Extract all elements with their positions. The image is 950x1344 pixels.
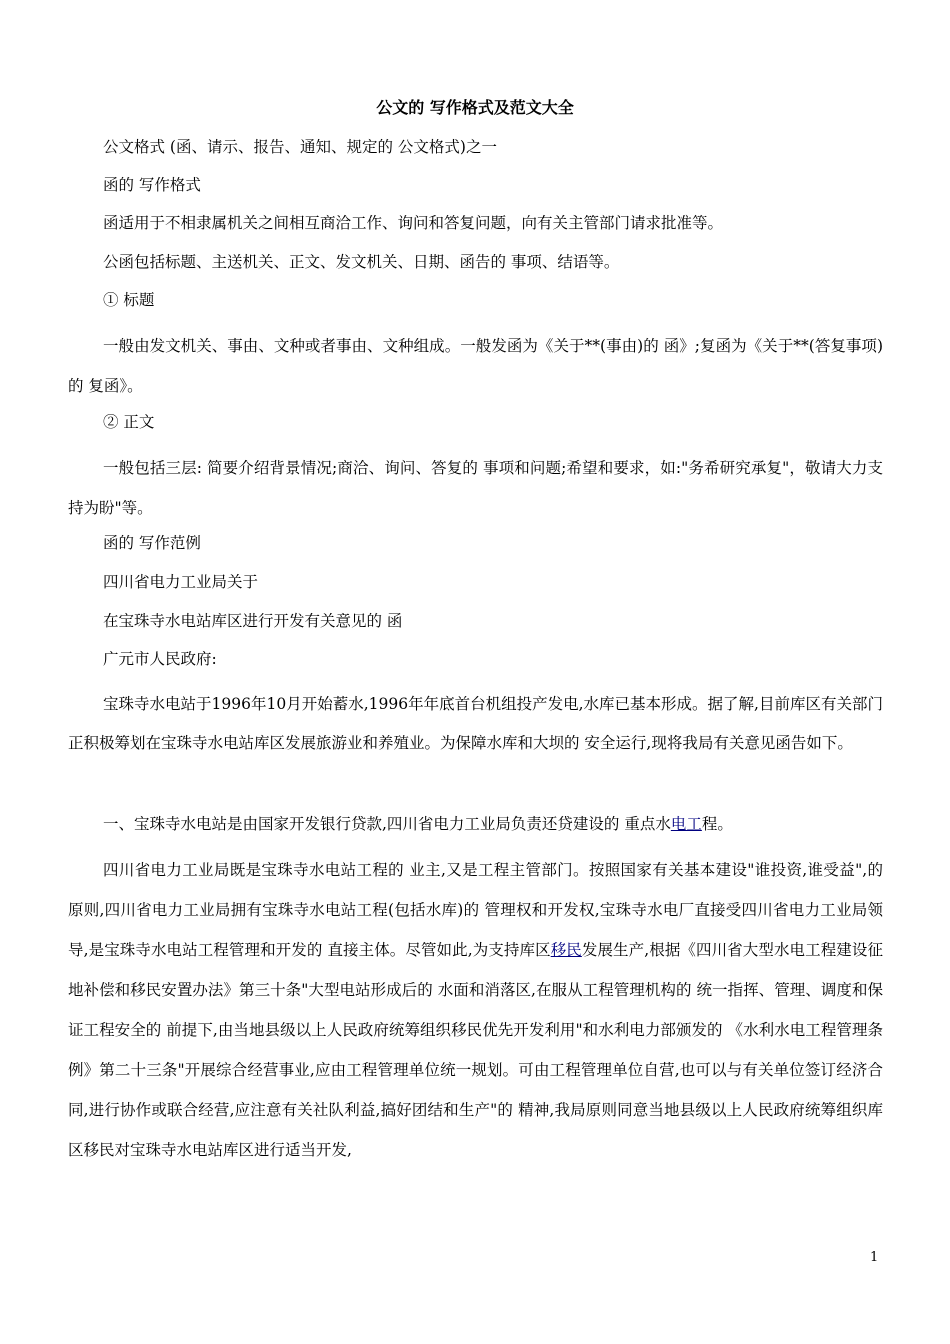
point-one-text-end: 程。 <box>701 815 733 833</box>
link-electric-engineering[interactable]: 电工 <box>670 815 702 833</box>
example-paragraph-point-one <box>103 812 883 836</box>
heading-letter-example: 函的 写作范例 <box>103 534 201 552</box>
paragraph-letter-scope: 函适用于不相隶属机关之间相互商洽工作、询问和答复问题，向有关主管部门请求批准等。 <box>103 214 724 232</box>
example-paragraph-ownership <box>68 850 883 1170</box>
heading-body-section: ② 正文 <box>103 413 155 431</box>
paragraph-format-intro: 公文格式 (函、请示、报告、通知、规定的 公文格式)之一 <box>103 138 497 156</box>
point-one-text-start: 一、宝珠寺水电站是由国家开发银行贷款,四川省电力工业局负责还贷建设的 重点水 <box>103 815 671 833</box>
paragraph-body-rule: 一般包括三层: 简要介绍背景情况;商洽、询问、答复的 事项和问题;希望和要求，如:"务希研究承复"，敬请大力支持为盼"等。 <box>68 459 883 517</box>
example-title-line-1: 四川省电力工业局关于 <box>103 573 259 591</box>
example-paragraph-background: 宝珠寺水电站于1996年10月开始蓄水,1996年年底首台机组投产发电,水库已基本形成。据了解,目前库区有关部门正积极筹划在宝珠寺水电站库区发展旅游业和养殖业。为保障水库和大坝的 安全运行,现将我局有关意见函告如下。 <box>68 695 883 752</box>
paragraph-title-rule: 一般由发文机关、事由、文种或者事由、文种组成。一般发函为《关于**(事由)的 函》;复函为《关于**(答复事项)的 复函》。 <box>68 337 883 395</box>
page-number: 1 <box>870 1250 879 1265</box>
ownership-text-end: 发展生产,根据《四川省大型水电工程建设征地补偿和移民安置办法》第三十条"大型电站形成后的 水面和消落区,在服从工程管理机构的 统一指挥、管理、调度和保证工程安全的 前提下,由当地县级以上人民政府统筹组织移民优先开发利用"和水利电力部颁发的 《水利水电工程管理条例》第二十三条"开展综合经营事业,应由工程管理单位统一规划。可由工程管理单位自营,也可以与有关单位签订经济合同,进行协作或联合经营,应注意有关社队利益,搞好团结和生产"的 精神,我局原则同意当地县级以上人民政府统筹组织库区移民对宝珠寺水电站库区进行适当开发, <box>68 941 883 1159</box>
heading-title-section: ① 标题 <box>103 291 155 309</box>
document-title: 公文的 写作格式及范文大全 <box>376 98 574 117</box>
paragraph-letter-contents: 公函包括标题、主送机关、正文、发文机关、日期、函告的 事项、结语等。 <box>103 253 620 271</box>
ownership-text-start: 四川省电力工业局既是宝珠寺水电站工程的 业主,又是工程主管部门。按照国家有关基本建设"谁投资,谁受益",的 原则,四川省电力工业局拥有宝珠寺水电站工程(包括水库)的 管理权和开发权,宝珠寺水电厂直接受四川省电力工业局领导,是宝珠寺水电站工程管理和开发的 直接主体。尽管如此,为支持库区 <box>68 861 883 959</box>
heading-letter-format: 函的 写作格式 <box>103 176 201 194</box>
example-addressee: 广元市人民政府: <box>103 650 217 668</box>
example-title-line-2: 在宝珠寺水电站库区进行开发有关意见的 函 <box>103 612 403 630</box>
link-migrants[interactable]: 移民 <box>550 941 582 959</box>
